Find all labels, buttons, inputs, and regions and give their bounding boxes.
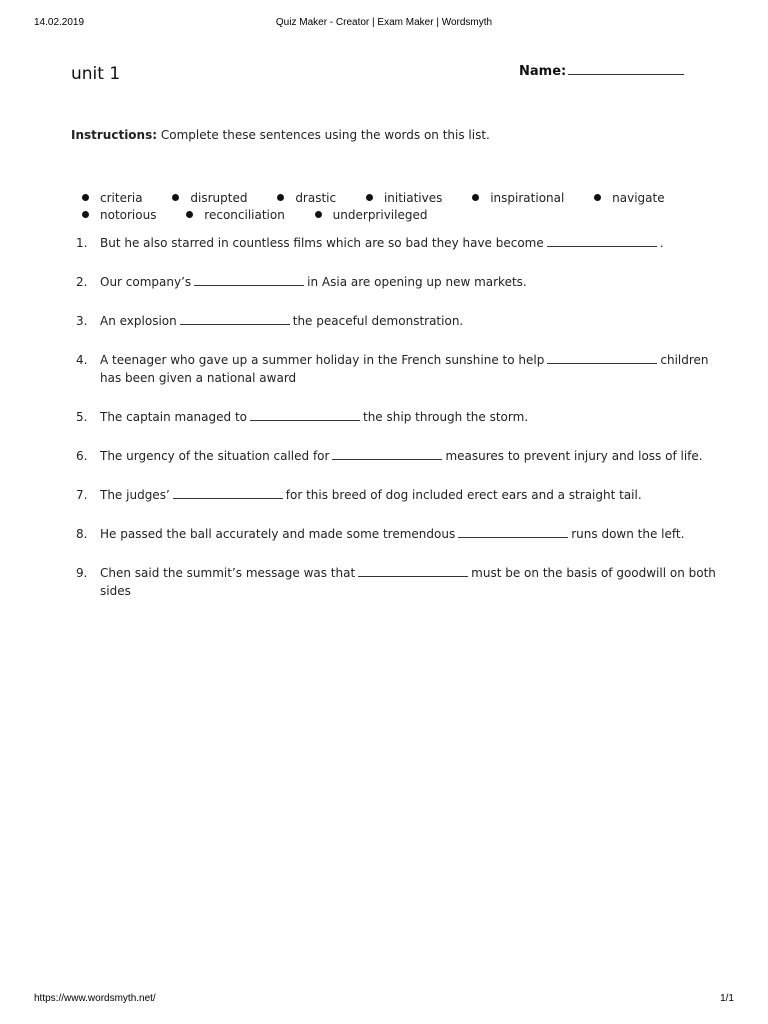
name-field bbox=[519, 60, 684, 79]
word-bank-item bbox=[594, 190, 664, 207]
question-text bbox=[100, 447, 716, 465]
question-text-after: the ship through the storm. bbox=[363, 410, 529, 424]
answer-blank bbox=[332, 448, 442, 460]
answer-blank bbox=[250, 409, 360, 421]
question-text-before: But he also starred in countless films which are so bad they have become bbox=[100, 236, 544, 250]
answer-blank bbox=[458, 526, 568, 538]
question-text-before: Our company’s bbox=[100, 275, 192, 289]
word-text: drastic bbox=[295, 191, 337, 205]
bullet-icon bbox=[315, 211, 322, 218]
print-date: 14.02.2019 bbox=[34, 17, 85, 28]
name-label: Name: bbox=[519, 64, 567, 79]
word-bank-item bbox=[186, 207, 285, 224]
question-item bbox=[76, 351, 716, 387]
page-number: 1/1 bbox=[720, 993, 734, 1004]
word-text: underprivileged bbox=[332, 208, 428, 222]
quiz-title: unit 1 bbox=[71, 64, 121, 84]
word-bank-item bbox=[82, 207, 156, 224]
answer-blank bbox=[180, 313, 290, 325]
question-item bbox=[76, 234, 716, 252]
question-text-before: A teenager who gave up a summer holiday in the French sunshine to help bbox=[100, 353, 545, 367]
bullet-icon bbox=[472, 194, 479, 201]
question-number: 1. bbox=[76, 236, 88, 250]
question-item bbox=[76, 273, 716, 291]
question-item bbox=[76, 564, 716, 600]
bullet-icon bbox=[594, 194, 601, 201]
answer-blank bbox=[358, 565, 468, 577]
question-text-before: An explosion bbox=[100, 314, 177, 328]
bullet-icon bbox=[82, 194, 89, 201]
question-number: 3. bbox=[76, 314, 88, 328]
question-number: 8. bbox=[76, 527, 88, 541]
question-text bbox=[100, 525, 716, 543]
word-bank-row bbox=[82, 207, 722, 224]
instructions bbox=[71, 128, 490, 142]
answer-blank bbox=[547, 352, 657, 364]
word-bank-item bbox=[366, 190, 442, 207]
word-text: inspirational bbox=[490, 191, 565, 205]
question-item bbox=[76, 408, 716, 426]
question-item bbox=[76, 486, 716, 504]
question-text-after: for this breed of dog included erect ears and a straight tail. bbox=[285, 488, 642, 502]
bullet-icon bbox=[82, 211, 89, 218]
question-text bbox=[100, 564, 716, 600]
word-bank-item bbox=[472, 190, 564, 207]
question-number: 2. bbox=[76, 275, 88, 289]
bullet-icon bbox=[277, 194, 284, 201]
question-text bbox=[100, 234, 716, 252]
question-text bbox=[100, 408, 716, 426]
question-text-before: The captain managed to bbox=[100, 410, 247, 424]
question-number: 9. bbox=[76, 566, 88, 580]
question-number: 7. bbox=[76, 488, 88, 502]
question-text-after: runs down the left. bbox=[571, 527, 685, 541]
question-text-before: The judges’ bbox=[100, 488, 170, 502]
bullet-icon bbox=[186, 211, 193, 218]
word-text: reconciliation bbox=[204, 208, 285, 222]
name-blank-line bbox=[568, 60, 684, 75]
answer-blank bbox=[194, 274, 304, 286]
question-text-after: children has been given a national award bbox=[100, 353, 709, 385]
bullet-icon bbox=[172, 194, 179, 201]
word-bank-row bbox=[82, 190, 722, 207]
answer-blank bbox=[547, 235, 657, 247]
word-bank-item bbox=[315, 207, 428, 224]
footer-url[interactable]: https://www.wordsmyth.net/ bbox=[34, 993, 156, 1004]
instructions-text: Complete these sentences using the words on this list. bbox=[160, 128, 490, 142]
question-text bbox=[100, 486, 716, 504]
question-text-before: He passed the ball accurately and made some tremendous bbox=[100, 527, 456, 541]
question-text-after: measures to prevent injury and loss of life. bbox=[445, 449, 703, 463]
word-bank-item bbox=[82, 190, 143, 207]
answer-blank bbox=[173, 487, 283, 499]
question-text bbox=[100, 312, 716, 330]
question-text-after: . bbox=[659, 236, 664, 250]
question-item bbox=[76, 447, 716, 465]
bullet-icon bbox=[366, 194, 373, 201]
question-number: 5. bbox=[76, 410, 88, 424]
word-bank-item bbox=[172, 190, 247, 207]
word-text: notorious bbox=[100, 208, 157, 222]
question-text bbox=[100, 273, 716, 291]
question-text-after: the peaceful demonstration. bbox=[292, 314, 464, 328]
instructions-label: Instructions: bbox=[71, 128, 158, 142]
word-bank-item bbox=[277, 190, 336, 207]
question-text bbox=[100, 351, 716, 387]
question-number: 6. bbox=[76, 449, 88, 463]
word-text: disrupted bbox=[190, 191, 248, 205]
question-text-after: in Asia are opening up new markets. bbox=[307, 275, 527, 289]
word-text: initiatives bbox=[383, 191, 443, 205]
question-item bbox=[76, 312, 716, 330]
question-item bbox=[76, 525, 716, 543]
word-text: navigate bbox=[612, 191, 665, 205]
word-bank bbox=[82, 190, 722, 224]
question-text-before: Chen said the summit’s message was that bbox=[100, 566, 356, 580]
page-title: Quiz Maker - Creator | Exam Maker | Wordsmyth bbox=[275, 17, 493, 28]
question-text-before: The urgency of the situation called for bbox=[100, 449, 330, 463]
word-text: criteria bbox=[100, 191, 143, 205]
question-list bbox=[76, 234, 716, 621]
question-text-after: must be on the basis of goodwill on both sides bbox=[100, 566, 716, 598]
question-number: 4. bbox=[76, 353, 88, 367]
